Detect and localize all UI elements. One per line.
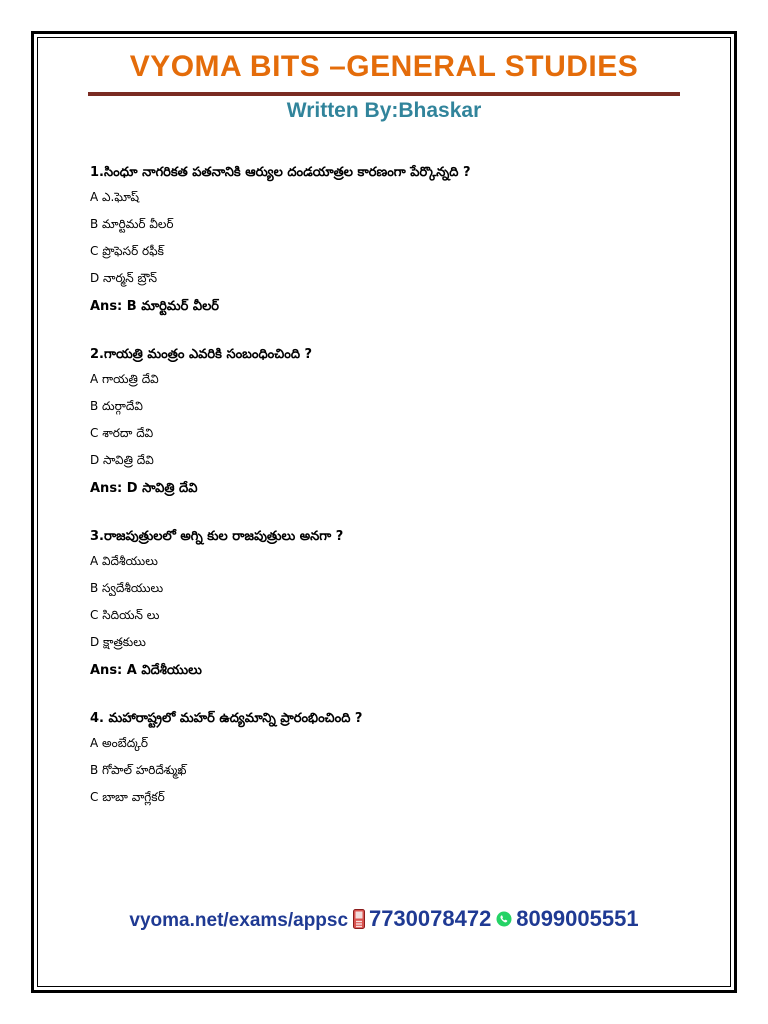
option-d: D నార్మన్ బ్రౌన్ <box>90 271 158 285</box>
title-underline <box>88 92 680 96</box>
question-text: 1.సింధూ నాగరికత పతనానికి ఆర్యుల దండయాత్రల కారణంగా పేర్కొన్నది ? <box>90 165 471 180</box>
question-text: 2.గాయత్రి మంత్రం ఎవరికి సంబంధించింది ? <box>90 347 313 362</box>
whatsapp-icon <box>496 911 512 932</box>
footer-contact <box>0 906 768 934</box>
answer: Ans: A విదేశీయులు <box>90 663 202 678</box>
option-a: A విదేశీయులు <box>90 554 158 568</box>
phone-number-2[interactable]: 8099005551 <box>516 906 639 931</box>
website-url[interactable]: vyoma.net/exams/appsc <box>129 910 349 931</box>
option-d: D సావిత్రి దేవి <box>90 453 154 467</box>
question-4 <box>90 708 690 811</box>
phone-number-1[interactable]: 7730078472 <box>368 906 492 931</box>
option-b: B దుర్గాదేవి <box>90 399 143 413</box>
question-1 <box>90 162 690 318</box>
option-a: A ఎ.ఘోష్ <box>90 190 140 204</box>
author-line: Written By:Bhaskar <box>286 99 482 122</box>
option-b: B స్వదేశీయులు <box>90 581 164 595</box>
question-list <box>90 162 690 837</box>
option-c: C బాబా వాగ్లేకర్ <box>90 790 165 804</box>
option-b: B గోపాల్ హరిదేశ్ముఖ్ <box>90 763 187 777</box>
option-c: C శారదా దేవి <box>90 426 154 440</box>
option-a: A అంబేద్కర్ <box>90 736 149 750</box>
answer: Ans: D సావిత్రి దేవి <box>90 481 198 496</box>
option-c: C ప్రొఫెసర్ రఫీక్ <box>90 244 164 258</box>
question-text: 4. మహారాష్ట్రలో మహర్ ఉద్యమాన్ని ప్రారంభించింది ? <box>90 711 363 726</box>
question-text: 3.రాజపుత్రులలో అగ్ని కుల రాజపుత్రులు అనగా ? <box>90 529 344 544</box>
answer: Ans: B మార్టిమర్ వీలర్ <box>90 299 220 314</box>
document-title: VYOMA BITS –GENERAL STUDIES <box>129 50 639 83</box>
option-c: C సిదియన్ లు <box>90 608 160 622</box>
option-a: A గాయత్రి దేవి <box>90 372 159 386</box>
question-3 <box>90 526 690 682</box>
mobile-phone-icon <box>353 909 365 934</box>
option-b: B మార్టిమర్ వీలర్ <box>90 217 174 231</box>
question-2 <box>90 344 690 500</box>
option-d: D క్షాత్రకులు <box>90 635 146 649</box>
